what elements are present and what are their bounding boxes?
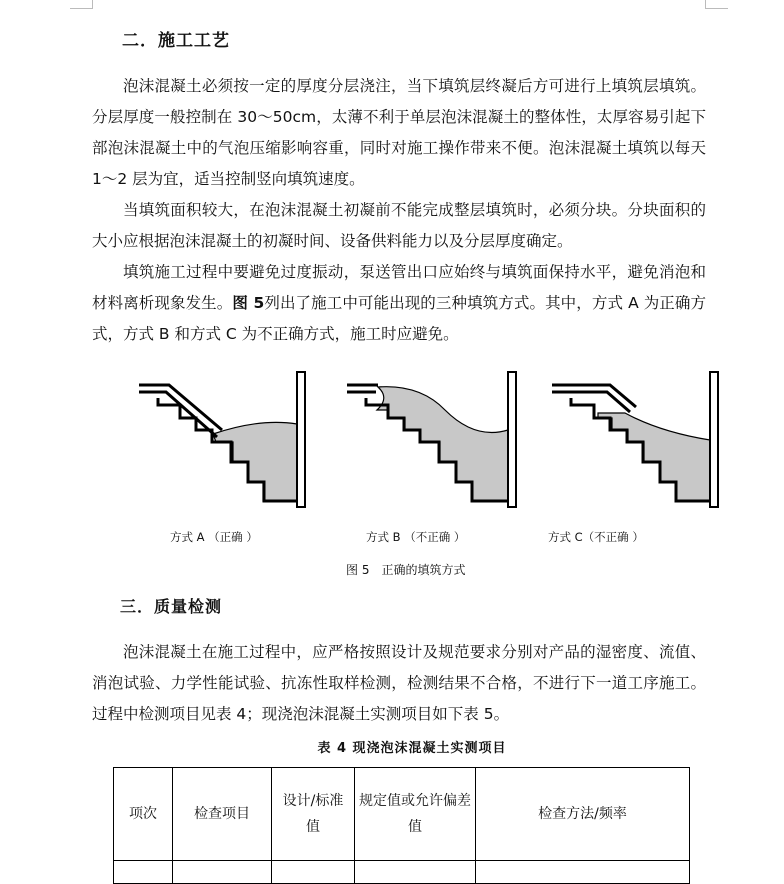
panel-b-drawing — [347, 372, 516, 507]
col-header-tolerance: 规定值或允许偏差值 — [355, 768, 476, 861]
paragraph-inspection: 泡沫混凝土在施工过程中，应严格按照设计及规范要求分别对产品的湿密度、流值、消泡试验、力学性能试验、抗冻性取样检测，检测结果不合格，不进行下一道工序施工。过程中检测项目见表 4；现浇泡沫混凝土实测项目如下表 5。 — [92, 643, 706, 723]
panel-a-drawing — [139, 372, 305, 507]
figure-caption: 图 5 正确的填筑方式 — [346, 563, 466, 577]
section-heading-construction: 二．施工工艺 — [122, 31, 230, 51]
paragraph-text: 填筑施工过程中要避免过度振动，泵送管出口应始终与填筑面保持水平，避免消泡和材料离析现象发生。 — [92, 263, 706, 312]
section-heading-quality: 三．质量检测 — [120, 597, 223, 616]
panel-c-label: 方式 C（不正确 ） — [548, 530, 644, 544]
col-header-item-no: 项次 — [114, 768, 173, 861]
table-header-row — [114, 768, 690, 861]
panel-a-label: 方式 A （正确 ） — [170, 530, 258, 544]
col-header-method: 检查方法/频率 — [476, 768, 690, 861]
col-header-design-value: 设计/标准值 — [272, 768, 355, 861]
panel-b-label: 方式 B （不正确 ） — [366, 530, 466, 544]
table-caption: 表 4 现浇泡沫混凝土实测项目 — [317, 741, 507, 756]
paragraph-layering: 泡沫混凝土必须按一定的厚度分层浇注，当下填筑层终凝后方可进行上填筑层填筑。分层厚度一般控制在 30～50cm，太薄不利于单层泡沫混凝土的整体性，太厚容易引起下部泡沫混凝土中的气泡压缩影响容重，同时对施工操作带来不便。泡沫混凝土填筑以每天 1～2 层为宜，适当控制竖向填筑速度。 — [92, 77, 706, 188]
inspection-table — [113, 767, 690, 884]
page-corner-mark-right — [705, 0, 728, 9]
paragraph-pouring — [92, 257, 706, 350]
page-corner-mark-left — [70, 0, 93, 9]
paragraph-text: 列出了施工中可能出现的三种填筑方式。其中，方式 A 为正确方式，方式 B 和方式 C 为不正确方式，施工时应避免。 — [92, 294, 706, 343]
paragraph-partition: 当填筑面积较大，在泡沫混凝土初凝前不能完成整层填筑时，必须分块。分块面积的大小应根据泡沫混凝土的初凝时间、设备供料能力以及分层厚度确定。 — [92, 201, 706, 250]
col-header-check-item: 检查项目 — [173, 768, 272, 861]
panel-c-drawing — [552, 372, 718, 507]
figure-reference: 图 5 — [232, 294, 265, 312]
